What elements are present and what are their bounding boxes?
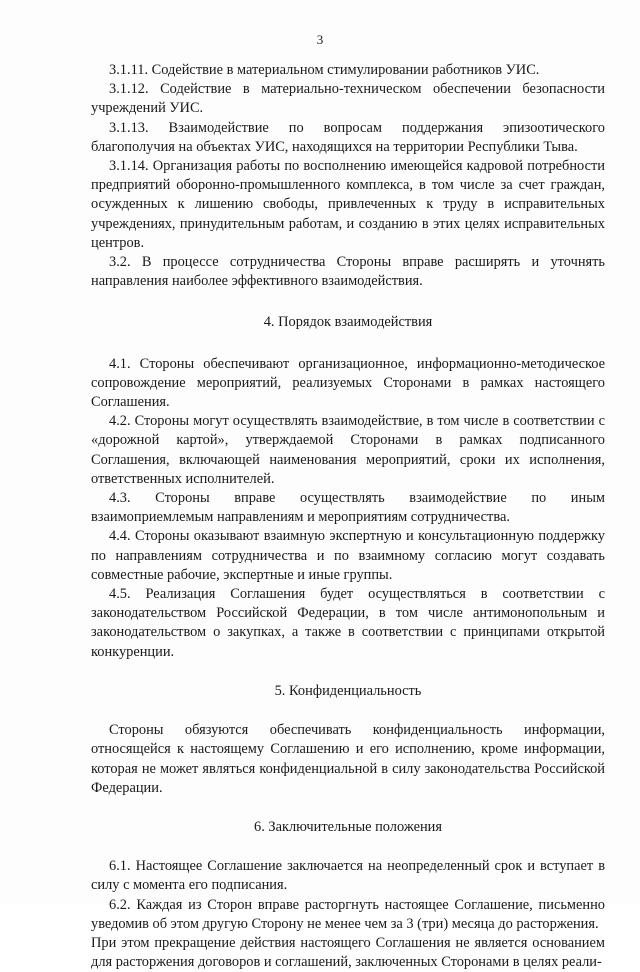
paragraph-3-1-11: 3.1.11. Содействие в материальном стимулировании работников УИС. — [109, 62, 540, 78]
paragraph-6-2: 6.2. Каждая из Сторон вправе расторгнуть настоящее Соглашение, письменно уведомив об этом другую Сторону не менее чем за 3 (три) месяца до расторжения. — [91, 896, 605, 932]
paragraph-4-1: 4.1. Стороны обеспечивают организационное, информационно-методическое сопровождение мероприятий, реализуемых Сторонами в рамках настоящего Соглашения. — [91, 355, 605, 411]
paragraph-4-3: 4.3. Стороны вправе осуществлять взаимодействие по иным взаимоприемлемым направлениям и мероприятиям сотрудничества. — [91, 490, 605, 526]
paragraph-6-1: 6.1. Настоящее Соглашение заключается на неопределенный срок и вступает в силу с момента его подписания. — [91, 858, 605, 894]
paragraph-4-5: 4.5. Реализация Соглашения будет осуществляться в соответствии с законодательством Российской Федерации, в том числе антимонопольным и законодательством о закупках, а также в соответствии с принципами открытой конкуренции. — [91, 586, 605, 660]
section-heading-5: 5. Конфиденциальность — [274, 682, 422, 699]
paragraph-3-2: 3.2. В процессе сотрудничества Стороны вправе расширять и уточнять направления наиболее эффективного взаимодействия. — [91, 254, 605, 290]
paragraph-6-2-continuation: При этом прекращение действия настоящего Соглашения не является основанием для расторжения договоров и соглашений, заключенных Сторонами в целях реали- — [91, 934, 605, 971]
section-heading-4: 4. Порядок взаимодействия — [263, 314, 433, 331]
paragraph-4-2: 4.2. Стороны могут осуществлять взаимодействие, в том числе в соответствии с «дорожной картой», утверждаемой Сторонами в рамках подписанного Соглашения, включающей наименования мероприятий, сроки их исполнения, ответственных исполнителей. — [91, 413, 605, 487]
section-heading-6: 6. Заключительные положения — [254, 818, 442, 835]
paragraph-4-4: 4.4. Стороны оказывают взаимную экспертную и консультационную поддержку по направлениям сотрудничества и по взаимному согласию могут создавать совместные рабочие, экспертные и иные группы. — [91, 528, 605, 583]
paragraph-3-1-12: 3.1.12. Содействие в материально-техническом обеспечении безопасности учреждений УИС. — [91, 81, 605, 117]
paragraph-3-1-13: 3.1.13. Взаимодействие по вопросам поддержания эпизоотического благополучия на объектах УИС, находящихся на территории Республики Тыва. — [91, 119, 605, 155]
paragraph-5: Стороны обязуются обеспечивать конфиденциальность информации, относящейся к настоящему Соглашению и его исполнению, кроме информации, которая не может являться конфиденциальной в силу законодательства Российской Федерации. — [91, 722, 605, 796]
paragraph-3-1-14: 3.1.14. Организация работы по восполнению имеющейся кадровой потребности предприятий оборонно-промышленного комплекса, в том числе за счет граждан, осужденных к лишению свободы, привлеченных к труду в исправительных учреждениях, принудительным работам, и созданию в этих целях исправительных центров. — [91, 158, 605, 251]
page-number: 3 — [316, 32, 324, 47]
document-body — [91, 61, 605, 972]
